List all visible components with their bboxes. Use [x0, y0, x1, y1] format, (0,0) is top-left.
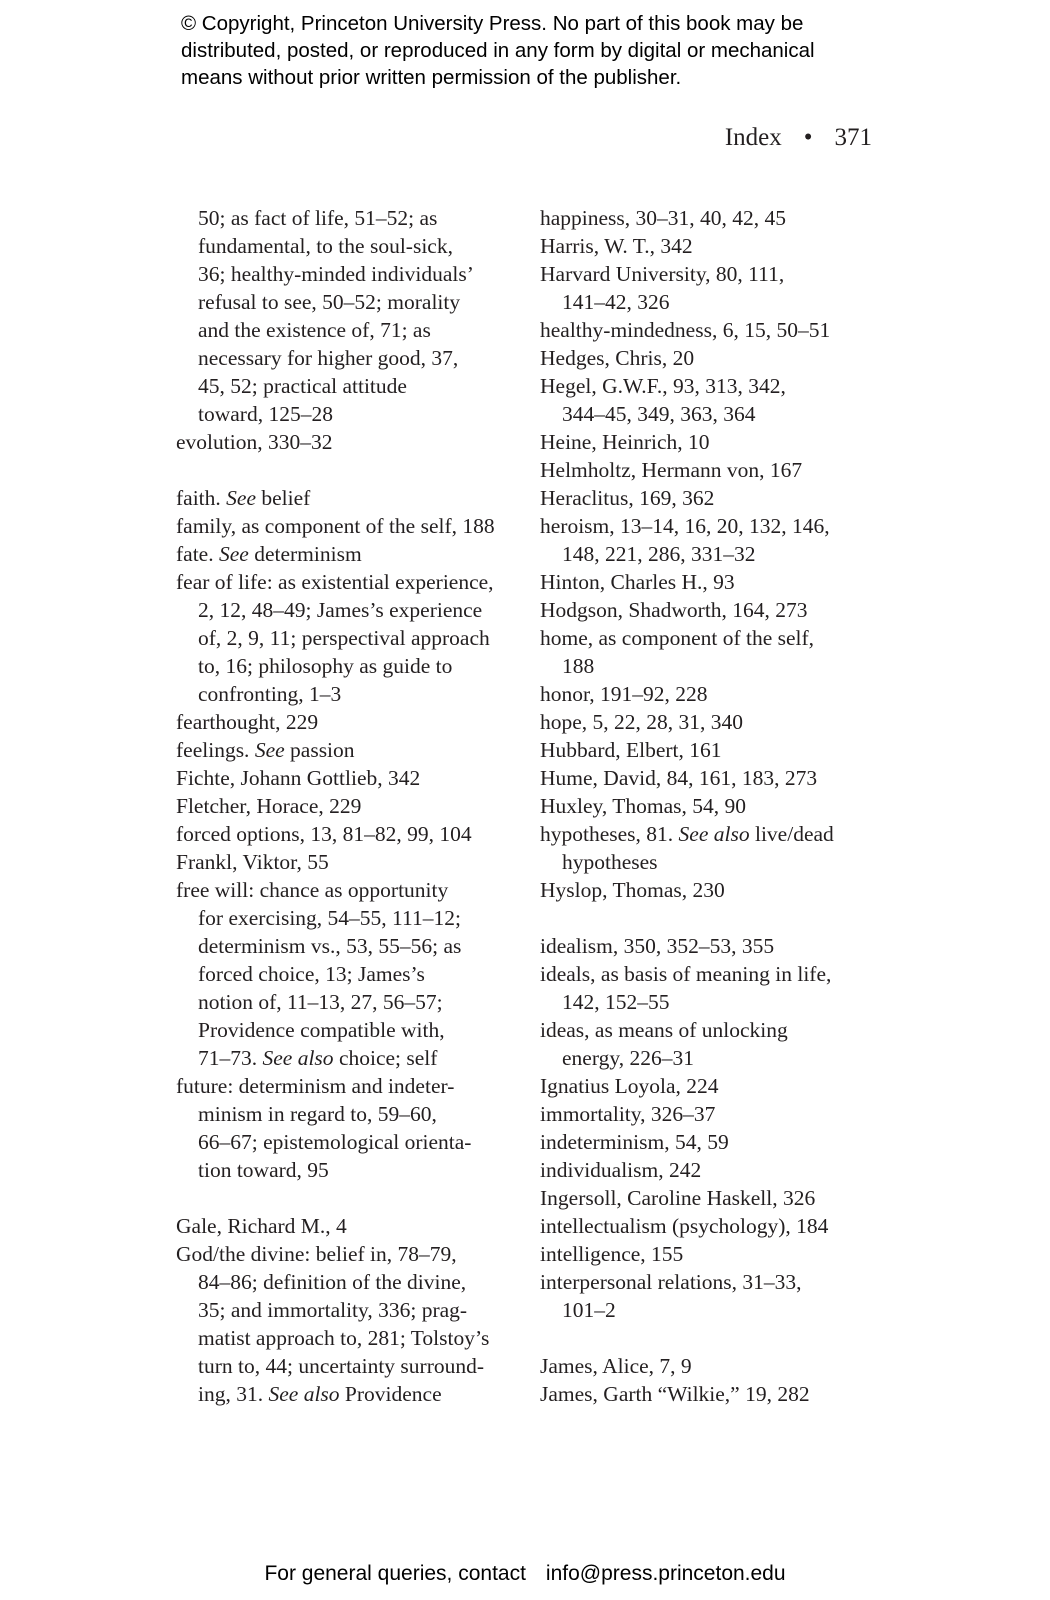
letter-group-gap — [540, 904, 880, 932]
index-entry-continuation: energy, 226–31 — [562, 1046, 694, 1070]
index-entry: Hegel, G.W.F., 93, 313, 342, — [540, 374, 786, 398]
letter-group-gap — [540, 1324, 880, 1352]
copyright-notice — [181, 10, 901, 91]
index-entry: honor, 191–92, 228 — [540, 682, 708, 706]
copyright-line: distributed, posted, or reproduced in any form by digital or mechanical — [181, 39, 815, 62]
index-entry-continuation: 50; as fact of life, 51–52; as — [198, 206, 438, 230]
index-entry: Frankl, Viktor, 55 — [176, 850, 329, 874]
index-entry: interpersonal relations, 31–33, — [540, 1270, 802, 1294]
index-column-left — [176, 204, 516, 1408]
index-entry-continuation: 35; and immortality, 336; prag- — [198, 1298, 468, 1322]
copyright-line: means without prior written permission of the publisher. — [181, 66, 682, 89]
index-entry: family, as component of the self, 188 — [176, 514, 495, 538]
index-entry: fate. See determinism — [176, 542, 362, 566]
index-column-right — [540, 204, 880, 1408]
index-entry: Hubbard, Elbert, 161 — [540, 738, 722, 762]
index-entry-continuation: notion of, 11–13, 27, 56–57; — [198, 990, 443, 1014]
index-entry: James, Garth “Wilkie,” 19, 282 — [540, 1382, 810, 1406]
running-head — [725, 124, 872, 152]
index-entry: Ingersoll, Caroline Haskell, 326 — [540, 1186, 816, 1210]
index-entry-continuation: 66–67; epistemological orienta- — [198, 1130, 472, 1154]
index-entry-continuation: fundamental, to the soul-sick, — [198, 234, 453, 258]
index-entry-continuation: 142, 152–55 — [562, 990, 670, 1014]
index-entry-continuation: to, 16; philosophy as guide to — [198, 654, 453, 678]
index-entry-continuation: Providence compatible with, — [198, 1018, 445, 1042]
page-number: 371 — [834, 124, 872, 151]
index-entry: fearthought, 229 — [176, 710, 319, 734]
index-entry: feelings. See passion — [176, 738, 355, 762]
index-entry: Fichte, Johann Gottlieb, 342 — [176, 766, 421, 790]
index-entry-continuation: confronting, 1–3 — [198, 682, 342, 706]
index-entry: intelligence, 155 — [540, 1242, 684, 1266]
index-entry: Hyslop, Thomas, 230 — [540, 878, 725, 902]
index-entry-continuation: determinism vs., 53, 55–56; as — [198, 934, 462, 958]
letter-group-gap — [176, 456, 516, 484]
index-entry: Hinton, Charles H., 93 — [540, 570, 735, 594]
index-entry: God/the divine: belief in, 78–79, — [176, 1242, 457, 1266]
index-entry-continuation: 45, 52; practical attitude — [198, 374, 407, 398]
index-entry-continuation: refusal to see, 50–52; morality — [198, 290, 461, 314]
index-entry-continuation: 71–73. See also choice; self — [198, 1046, 438, 1070]
index-entry: Helmholtz, Hermann von, 167 — [540, 458, 803, 482]
index-entry: Harvard University, 80, 111, — [540, 262, 785, 286]
index-entry: Heraclitus, 169, 362 — [540, 486, 715, 510]
index-entry-continuation: 2, 12, 48–49; James’s experience — [198, 598, 483, 622]
index-entry-continuation: 188 — [562, 654, 595, 678]
index-entry: evolution, 330–32 — [176, 430, 333, 454]
index-entry-continuation: necessary for higher good, 37, — [198, 346, 459, 370]
index-entry: ideas, as means of unlocking — [540, 1018, 788, 1042]
index-entry: happiness, 30–31, 40, 42, 45 — [540, 206, 787, 230]
index-entry-continuation: of, 2, 9, 11; perspectival approach — [198, 626, 490, 650]
footer-email[interactable]: info@press.princeton.edu — [545, 1562, 786, 1585]
index-entry: Gale, Richard M., 4 — [176, 1214, 347, 1238]
index-entry: individualism, 242 — [540, 1158, 702, 1182]
index-entry-continuation: and the existence of, 71; as — [198, 318, 431, 342]
index-entry: Ignatius Loyola, 224 — [540, 1074, 719, 1098]
index-entry: heroism, 13–14, 16, 20, 132, 146, — [540, 514, 830, 538]
index-entry: Hodgson, Shadworth, 164, 273 — [540, 598, 808, 622]
index-entry-continuation: 101–2 — [562, 1298, 616, 1322]
index-entry-continuation: matist approach to, 281; Tolstoy’s — [198, 1326, 490, 1350]
index-entry: home, as component of the self, — [540, 626, 815, 650]
index-entry-continuation: 36; healthy-minded individuals’ — [198, 262, 474, 286]
bullet-separator: • — [803, 124, 813, 151]
index-entry: forced options, 13, 81–82, 99, 104 — [176, 822, 472, 846]
index-entry-continuation: minism in regard to, 59–60, — [198, 1102, 437, 1126]
index-entry: faith. See belief — [176, 486, 311, 510]
index-entry: Hume, David, 84, 161, 183, 273 — [540, 766, 818, 790]
index-entry: Heine, Heinrich, 10 — [540, 430, 710, 454]
footer-label: For general queries, contact — [264, 1562, 526, 1585]
index-entry-continuation: ing, 31. See also Providence — [198, 1382, 442, 1406]
index-entry: hypotheses, 81. See also live/dead — [540, 822, 834, 846]
index-entry: Harris, W. T., 342 — [540, 234, 693, 258]
index-entry: ideals, as basis of meaning in life, — [540, 962, 832, 986]
letter-group-gap — [176, 1184, 516, 1212]
index-entry-continuation: tion toward, 95 — [198, 1158, 329, 1182]
index-entry: future: determinism and indeter- — [176, 1074, 455, 1098]
index-entry-continuation: 141–42, 326 — [562, 290, 670, 314]
index-entry-continuation: 84–86; definition of the divine, — [198, 1270, 467, 1294]
footer — [0, 1562, 1050, 1586]
index-entry-continuation: 344–45, 349, 363, 364 — [562, 402, 756, 426]
index-entry: indeterminism, 54, 59 — [540, 1130, 729, 1154]
index-entry-continuation: 148, 221, 286, 331–32 — [562, 542, 756, 566]
copyright-line: © Copyright, Princeton University Press. No part of this book may be — [181, 12, 804, 35]
index-entry: intellectualism (psychology), 184 — [540, 1214, 829, 1238]
index-entry: free will: chance as opportunity — [176, 878, 449, 902]
index-entry: Huxley, Thomas, 54, 90 — [540, 794, 747, 818]
index-entry: James, Alice, 7, 9 — [540, 1354, 692, 1378]
index-entry: idealism, 350, 352–53, 355 — [540, 934, 775, 958]
index-entry: fear of life: as existential experience, — [176, 570, 494, 594]
index-entry: Hedges, Chris, 20 — [540, 346, 695, 370]
index-entry: healthy-mindedness, 6, 15, 50–51 — [540, 318, 831, 342]
index-entry-continuation: hypotheses — [562, 850, 658, 874]
index-entry-continuation: turn to, 44; uncertainty surround- — [198, 1354, 485, 1378]
index-entry-continuation: toward, 125–28 — [198, 402, 333, 426]
index-entry: hope, 5, 22, 28, 31, 340 — [540, 710, 744, 734]
section-title: Index — [724, 124, 782, 151]
index-entry: Fletcher, Horace, 229 — [176, 794, 362, 818]
index-entry-continuation: forced choice, 13; James’s — [198, 962, 425, 986]
index-entry: immortality, 326–37 — [540, 1102, 716, 1126]
index-entry-continuation: for exercising, 54–55, 111–12; — [198, 906, 461, 930]
